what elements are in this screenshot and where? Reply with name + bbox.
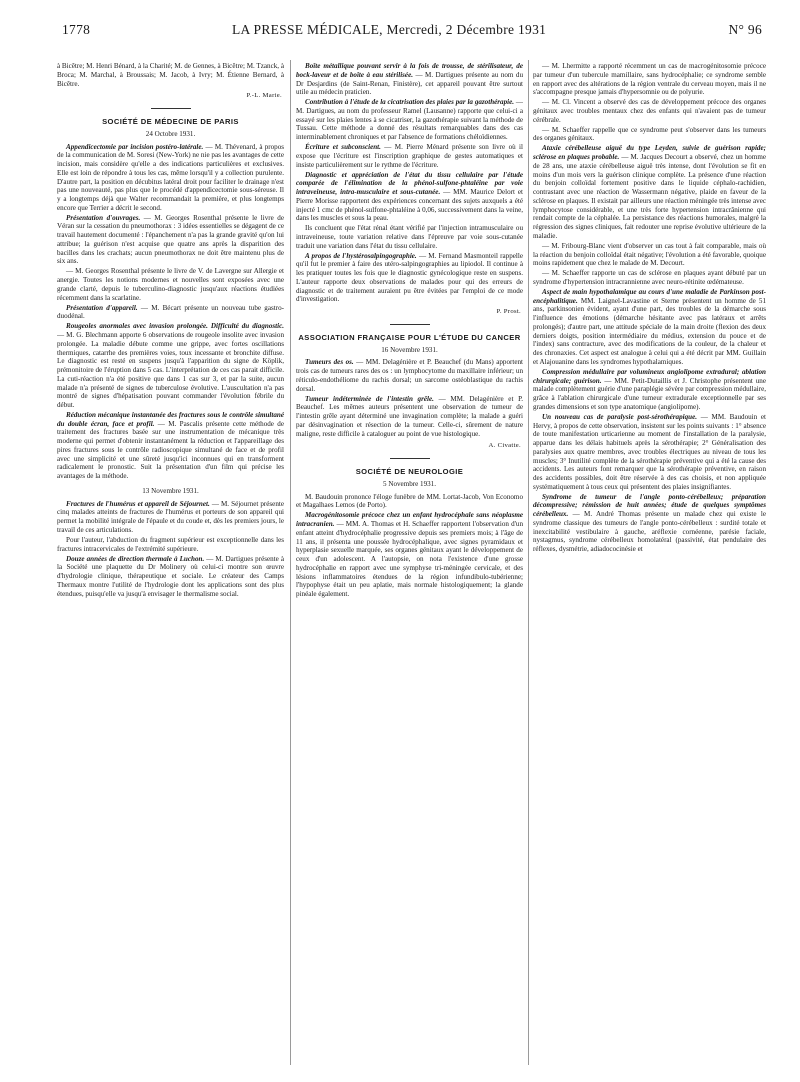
article: [296, 358, 523, 393]
article-text: — MM. Petit-Dutaillis et J. Christophe présentent une malade complètement guérie d'une paraplégie sévère par compression médullaire, grâce à l'ablation chirurgicale d'une tumeur extradurale exceptionnelle par ses grandes dimensions et son type anatomique (angiolipome).: [533, 376, 766, 411]
article-title: Aspect de main hypothalamique au cours d'une maladie de Parkinson post-encéphalitique.: [533, 287, 766, 305]
article-title: Diagnostic et appréciation de l'état du tissu cellulaire par l'étude comparée de l'élimination de la phénol-sulfone-phtaléine par voie intraveineuse, intra-musculaire et sous-cutanée.: [296, 170, 523, 197]
article-text: — M. Jacques Decourt a observé, chez un homme de 28 ans, une ataxie cérébelleuse aiguë très intense, dont l'évolution se fit en moins d'un mois vers la guérison clinique complète. La présence d'une réaction du benjoin colloïdal fortement positive dans le liquide céphalo-rachidien, contrastant avec une réaction de Wassermann négative, plaide en faveur de la sclérose en plaques. Il existait par ailleurs une réaction méningée très intense avec lymphocytose considérable, et une très forte hypertension intracrânienne qui rendait compte de la céphalée. La persistance des réactions humorales, malgré la régression des signes cliniques, fait redouter une reprise évolutive ultérieure de la maladie.: [533, 153, 766, 240]
article-title: A propos de l'hystérosalpingographie.: [305, 251, 417, 260]
section-title: ASSOCIATION FRANÇAISE POUR L'ÉTUDE DU CANCER: [298, 332, 521, 342]
article-title: Boîte métallique pouvant servir à la fois de trousse, de stérilisateur, de bock-laveur et de boîte à eau stérilisée.: [296, 62, 523, 79]
article: [57, 214, 284, 267]
session-date: 24 Octobre 1931.: [145, 129, 196, 138]
paragraph: à Bicêtre; M. Henri Bénard, à la Charité; M. de Gennes, à Bicêtre; M. Tzanck, à Broca; M. Marchal, à Broussais; M. Jacob, à Ivry; M. Étienne Bernard, à Bicêtre.: [57, 62, 284, 88]
article-title: Ataxie cérébelleuse aiguë du type Leyden, suivie de guérison rapide; sclérose en plaques probable.: [533, 144, 766, 162]
paragraph: — M. Cl. Vincent a observé des cas de développement précoce des organes génitaux avec troubles mentaux chez des enfants qui n'avaient pas de tumeur cérébrale.: [533, 98, 766, 124]
article-text: — M. Dartigues présente au nom du Dr Desjardins (de Saint-Renan, Finistère), cet appareil pouvant être surtout utile au médecin praticien.: [296, 70, 523, 97]
separator-rule: [151, 108, 191, 109]
article-title: Écriture et subconscient.: [305, 143, 381, 152]
paragraph: — M. Georges Rosenthal présente le livre de V. de Lavergne sur Allergie et anergie. Toutes les notions modernes et nouvelles sont exposées avec une grande clarté, depuis le tuberculino-diagnostic jusqu'aux réactions étudiées récemment dans la scarlatine.: [57, 267, 284, 302]
session-date: 13 Novembre 1931.: [142, 486, 199, 495]
issue-number: N° 96: [728, 22, 762, 37]
article-title: Présentation d'ouvrages.: [66, 213, 141, 222]
article-title: Macrogénitosomie précoce chez un enfant hydrocéphale sans néoplasme intracranien.: [296, 511, 523, 529]
session-date: 5 Novembre 1931.: [383, 479, 436, 488]
article: [57, 411, 284, 481]
signature: P. Prost.: [496, 308, 521, 316]
article-text: — M. G. Blechmann apporte 6 observations de rougeole insolite avec invasion prolongée. La maladie débute comme une grippe, avec fortes oscillations thermiques, catarrhe des premières voies, toux incessante et bronchite diffuse. Le diagnostic est resté en suspens jusqu'à l'apparition du signe de Köplik, prémonitoire de l'éruption dans 5 cas. L'interprétation de ces cas parait difficile. La cuti-réaction n'a été positive que dans 1 cas sur 3, et par la suite, aucun malade n'a présenté de signes de tuberculose évolutive. L'auscultation n'a pas montré de signes d'hépatisation pouvant commander l'évolution fébrile du début.: [57, 331, 284, 409]
session-date: 16 Novembre 1931.: [381, 345, 438, 354]
article-text: — M. Dartigues présente à la Société une plaquette du Dr Molinery où celui-ci montre son œuvre d'hydrologie clinique, thérapeutique et sociale. Le créateur des Camps Thermaux montre l'utilité de l'hydrologie dont les applications sont des plus étendues, puisqu'elle va jusqu'à envisager le thermalisme social.: [57, 554, 284, 598]
article-text: — MM. A. Thomas et H. Schaeffer rapportent l'observation d'un enfant atteint d'hydrocéphalie progressive depuis ses premiers mois; à l'âge de 11 ans, il présenta une poussée hydrocéphalique, avec signes pyramidaux et hyperplasie sexuelle marquée, ses organes génitaux ayant le développement de ceux d'un adolescent. A l'autopsie, on nota l'existence d'une grosse hydrocéphalie en rapport avec une symphyse tri-méningée cervicale, et des lésions inflammatoires étendues de la région infundibulo-tubérienne; l'hypophyse était un peu aplatie, mais normale histologiquement; la glande pinéale également.: [296, 520, 523, 599]
article-text: — MM. Delagénière et P. Beauchef (du Mans) apportent trois cas de tumeurs rares des os : un lymphocytome du maxillaire inférieur; un réticulo-endothéliome du rachis dorsal; un sarcome ostéoblastique du rachis dorsal.: [296, 358, 523, 393]
article: [296, 171, 523, 224]
article-title: Douze années de direction thermale à Luchon.: [66, 554, 205, 563]
separator-rule: [390, 324, 430, 325]
article-text: — M. Bécart présente un nouveau tube gastro-duodénal.: [57, 303, 284, 321]
article-text: — M. Pascalis présente cette méthode de traitement des fractures basée sur une instrumentation de mécanique très moderne qui permet d'obtenir instantanément la réduction et l'appareillage des pires fractures sous le contrôle radioscopique simultané de face et de profil avec une simplicité et une sûreté jusqu'ici inconnues qui en transforment radicalement le pronostic. Suit la présentation d'un film qui précise les avantages de la méthode.: [57, 419, 284, 481]
article: [57, 304, 284, 322]
article-title: Un nouveau cas de paralysie post-sérothérapique.: [542, 412, 698, 421]
column-divider: [290, 60, 291, 1065]
article: [296, 98, 523, 142]
article: [57, 555, 284, 599]
article-title: Fractures de l'humérus et appareil de Séjournet.: [66, 499, 210, 508]
article: [533, 288, 766, 367]
column-3: [533, 62, 766, 1072]
article: [57, 143, 284, 213]
article-title: Présentation d'appareil.: [66, 303, 138, 312]
article-title: Appendicectomie par incision postéro-latérale.: [66, 142, 204, 151]
article-title: Rougeoles anormales avec invasion prolongée. Difficulté du diagnostic.: [66, 322, 284, 331]
article-text: — MM. Baudouin et Hervy, à propos de cette observation, insistent sur les points suivants : 1° absence de toute manifestation urticarienne au moment de l'installation de la paralysie, apparue dans les délais habituels après la sérothérapie; 2° Généralisation des paralysies aux quatre membres, avec troubles électriques au niveau de tous les muscles; 3° Inutilité complète de la sérothérapie préventive qui a été la cause des accidents. Les auteurs font remarquer que la sérothérapie préventive, en raison des accidents possibles, doit être réservée à des cas choisis, et non appliquée systématiquement à tous ceux qui présentent des plaies insignifiantes.: [533, 412, 766, 491]
article-title: Contribution à l'étude de la cicatrisation des plaies par la gazothérapie.: [305, 98, 515, 107]
article: [296, 252, 523, 305]
article: [296, 511, 523, 599]
section-title: SOCIÉTÉ DE NEUROLOGIE: [355, 467, 464, 477]
column-1: [57, 62, 284, 1072]
article-title: Tumeur indéterminée de l'intestin grêle.: [305, 394, 434, 403]
article-text: MM. Laignel-Lavastine et Sterne présentent un homme de 51 ans, parkinsonien évident, ayant d'une part, des troubles de la démarche sous l'influence des émotions (démarche hésitante avec pas latéraux et arrêts prolongés); d'autre part, une attitude spéciale de la main droite (flexion des deux derniers doigts, position intermédiaire du médius, extension du pouce et de l'index) sans contracture, avec des modifications de la couleur, de la chaleur et des chronaxies. Cet aspect est analogue à celui qui a été décrit par MM. Guillain et Alajouanine dans les syndromes hypothalamiques.: [533, 296, 766, 366]
page-number: 1778: [62, 22, 91, 37]
paragraph: M. Baudouin prononce l'éloge funèbre de MM. Lortat-Jacob, Von Economo et Magalhaes Lemos (de Porto).: [296, 492, 523, 510]
article-text: — M. Georges Rosenthal présente le livre de Véran sur la cessation du pneumothorax : 3 idées essentielles se dégagent de ce travail hautement documenté : l'épanchement n'a pas la grande gravité qu'on lui attribue; la guérison n'est acquise que quatre ans après la disparition des bacilles dans les crachats; aucun pneumothorax ne doit être maintenu plus de six ans.: [57, 213, 284, 266]
article: [57, 322, 284, 410]
article-text: — MM. Delagénière et P. Beauchef. Les mêmes auteurs présentent une observation de tumeur de l'intestin grêle ayant déterminé une invagination complète; la malade a guéri par désinvagination et résection de la tumeur. Celle-ci, sûrement de nature maligne, reste difficile à cataloguer au point de vue histologique.: [296, 394, 523, 438]
article-title: Syndrome de tumeur de l'angle ponto-cérébelleux; préparation décompressive; rémission de huit années; étude de quelques symptômes cérébelleux.: [533, 492, 766, 519]
article-text: — M. Fernand Masmonteil rappelle qu'il fut le premier à faire des utéro-salpingographies au lipiodol. Il continue à les pratiquer toutes les fois que le diagnostic gynécologique reste en suspens. L'auteur rapporte deux observations de malades pour qui des erreurs de diagnostic et de traitement auraient pu être évitées par l'emploi de ce mode d'investigation.: [296, 251, 523, 304]
column-divider: [528, 60, 529, 1065]
article: [533, 368, 766, 412]
article-text: — M. Pierre Ménard présente son livre où il expose que l'écriture est l'inscription graphique de gestes automatiques et insiste particulièrement sur le rythme de l'écriture.: [296, 143, 523, 169]
article-text: — M. Thévenard, à propos de la communication de M. Soresi (New-York) ne nie pas les avantages de cette incision, mais considère qu'elle a des indications particulières et exclusives. Elle est loin de répondre à tous les cas, même lorsqu'il y a collection purulente. D'autre part, la position en décubitus latéral droit pour faciliter le drainage n'est pas une nouveauté, pas plus que le procédé d'appendicectomie sous-séreuse. Il y a longtemps déjà que Walter recommandait la première, et plus longtemps encore que Terrier a décrit le second.: [57, 142, 284, 212]
paragraph: Pour l'auteur, l'abduction du fragment supérieur est exceptionnelle dans les fractures intracervicales de l'extrémité supérieure.: [57, 535, 284, 553]
article: [533, 413, 766, 492]
article: [533, 493, 766, 554]
article-text: — MM. Maurice Delort et Pierre Morisse rapportent des expériences concernant des sujets auxquels a été injecté 1 cmc de phénol-sulfone-phtaléine à 0,06, successivement dans la veine, dans les muscles et sous la peau.: [296, 188, 523, 223]
paragraph: — M. Lhermitte a rapporté récemment un cas de macrogénitosomie précoce par tumeur d'un tubercule mamillaire, sans hydrocéphalie; ce syndrome semble en rapport avec des altérations de la région ventrale du cerveau moyen, mais il ne s'accompagne presque jamais d'hypersomnie ou de polyurie.: [533, 62, 766, 97]
article-text: — M. André Thomas présente un malade chez qui existe le syndrome classique des tumeurs de l'angle ponto-cérébelleux : surdité totale et inexcitabilité vestibulaire à gauche, aréflexie cornéenne, parésie faciale, nystagmus, syndrome cérébelleux homolatéral (passivité, état pendulaire des réflexes, dysmétrie, adiadococinésie et: [533, 510, 766, 554]
separator-rule: [390, 458, 430, 459]
column-2: [296, 62, 523, 1072]
paragraph: Ils concluent que l'état rénal étant vérifié par l'injection intramusculaire ou intraveineuse, toute variation relative dans l'épreuve par voie sous-cutanée traduit une variation dans l'état du tissu cellulaire.: [296, 224, 523, 250]
article-title: Tumeurs des os.: [305, 358, 354, 367]
section-title: SOCIÉTÉ DE MÉDECINE DE PARIS: [102, 117, 239, 126]
signature: P.-L. Marie.: [246, 92, 282, 100]
paragraph: — M. Schaeffer rapporte un cas de sclérose en plaques ayant débuté par un syndrome d'hypertension intracrannienne avec neuro-rétinite œdémateuse.: [533, 269, 766, 286]
article-text: — M. Dartigues, au nom du professeur Ramel (Lausanne) rapporte que celui-ci a essayé sur les plaies lentes à se cicatriser, la gazothérapie suivant la méthode de Tussau. Cette méthode a donné des résultats remarquables dans des cas interminablement chroniques et par l'absence de formations chéloïdiennes.: [296, 98, 523, 142]
article-title: Compression médullaire par volumineux angiolipome extradural; ablation chirurgicale; guérison.: [533, 367, 766, 385]
article: [296, 62, 523, 97]
article: [57, 500, 284, 535]
article: [533, 144, 766, 240]
signature: A. Civatte.: [488, 442, 521, 450]
article-text: — M. Séjournet présente cinq malades atteints de fractures de l'humérus et porteurs de son appareil qui permet la mobilité intégrale de l'épaule et du coude et, dès les premiers jours, le travail de ces articulations.: [57, 499, 284, 534]
journal-title: LA PRESSE MÉDICALE, Mercredi, 2 Décembre 1931: [232, 22, 547, 37]
paragraph: — M. Schaeffer rappelle que ce syndrome peut s'observer dans les tumeurs des organes génitaux.: [533, 125, 766, 143]
article: [296, 395, 523, 439]
article: [296, 143, 523, 169]
article-title: Réduction mécanique instantanée des fractures sous le contrôle simultané du double écran, face et profil.: [57, 410, 284, 428]
page-header: [62, 22, 762, 42]
paragraph: — M. Fribourg-Blanc vient d'observer un cas tout à fait comparable, mais où la réaction du benjoin colloïdal était négative; l'évolution a été favorable, quoique moins rapidement que chez le malade de M. Decourt.: [533, 241, 766, 268]
